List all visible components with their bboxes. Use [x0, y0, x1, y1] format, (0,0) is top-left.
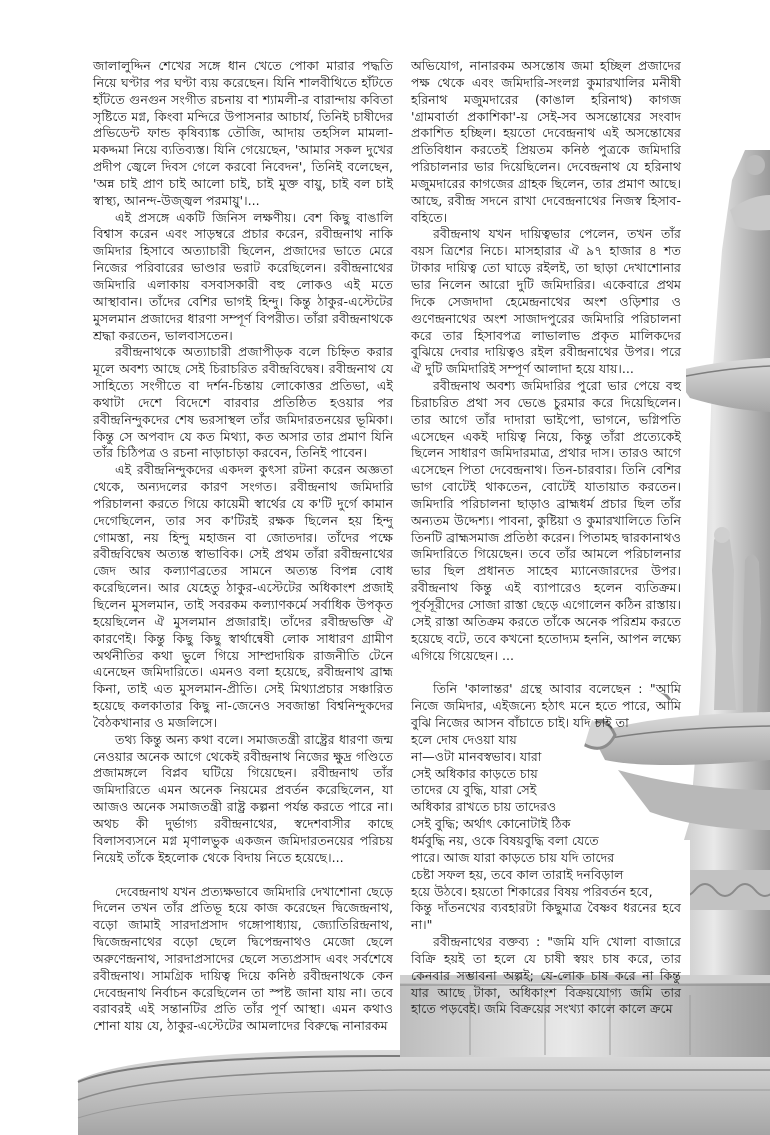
paragraph: রবীন্দ্রনাথকে অত্যাচারী প্রজাপীড়ক বলে চিহ্নিত করার মূলে অবশ্য আছে সেই চিরাচরিত রবীন্দ্রবিদ্বেষ। রবীন্দ্রনাথ যে সাহিত্যে সংগীতে বা দর্শন-চিন্তায় লোকোত্তর প্রতিভা, এই কথাটা দেশে বিদেশে বারবার প্রতিষ্ঠিত হওয়ার পর রবীন্দ্রনিন্দুকদের শেষ ভরসাস্থল তাঁর জমিদারতনয়ের ভূমিকা। কিন্তু সে অপবাদ যে কত মিথ্যা, কত অসার তার প্রমাণ যিনি তাঁর চিঠিপত্র ও রচনা নাড়াচাড়া করবেন, তিনিই পাবেন। [93, 344, 393, 461]
quote-line: অধিকার রাখতে চায় তাদেরও [411, 799, 557, 815]
paragraph: রবীন্দ্রনাথ অবশ্য জমিদারির পুরো ভার পেয়ে বহু চিরাচরিত প্রথা সব ভেঙে চুরমার করে দিয়েছিলেন। তার আগে তাঁর দাদারা ভাইপো, ভাগনে, ভগ্নিপতি এসেছেন একই দায়িত্ব নিয়ে, কিন্তু তাঁরা প্রত্যেকেই ছিলেন সাধারণ জমিদারমাত্র, প্রথার দাস। তারও আগে এসেছেন পিতা দেবেন্দ্রনাথ। তিন-চারবার। তিনি বেশির ভাগ বোটেই থাকতেন, বোটেই যাতায়াত করতেন। জমিদারি পরিচালনা ছাড়াও ব্রাহ্মধর্ম প্রচার ছিল তাঁর অন্যতম উদ্দেশ্য। পাবনা, কুষ্টিয়া ও কুমারখালিতে তিনি তিনটি ব্রাহ্মসমাজ প্রতিষ্ঠা করেন। পিতামহ দ্বারকানাথও জমিদারিতে গিয়েছেন। তবে তাঁর আমলে পরিচালনার ভার ছিল প্রধানত সাহেব ম্যানেজারদের উপর। রবীন্দ্রনাথ কিন্তু এই ব্যাপারেও হলেন ব্যতিক্রম। পূর্বসূরীদের সোজা রাস্তা ছেড়ে এগোলেন কঠিন রাস্তায়। সেই রাস্তা অতিক্রম করতে তাঁকে অনেক পরিশ্রম করতে হয়েছে বটে, তবে কখনো হতোদ্যম হননি, আপন লক্ষ্যে এগিয়ে গিয়েছেন। ... [411, 378, 681, 663]
quote-line: সেই বুদ্ধি; অর্থাৎ কোনোটাই ঠিক [411, 816, 571, 832]
paragraph: অভিযোগ, নানারকম অসন্তোষ জমা হচ্ছিল প্রজাদের পক্ষ থেকে এবং জমিদারি-সংলগ্ন কুমারখালির মনীষী হরিনাথ মজুমদারের (কাঙাল হরিনাথ) কাগজ 'গ্রামবার্তা প্রকাশিকা'-য় সেই-সব অসন্তোষের সংবাদ প্রকাশিত হচ্ছিল। হয়তো দেবেন্দ্রনাথ এই অসন্তোষের প্রতিবিধান করতেই প্রিয়তম কনিষ্ঠ পুত্রকে জমিদারি পরিচালনার ভার দিয়েছিলেন। দেবেন্দ্রনাথ যে হরিনাথ মজুমদারের কাগজের গ্রাহক ছিলেন, তার প্রমাণ আছে। আছে, রবীন্দ্র সদনে রাখা দেবেন্দ্রনাথের নিজস্ব হিসাব-বহিতে। [411, 58, 681, 225]
left-column [93, 58, 393, 1035]
section-spacer [93, 867, 393, 884]
quote-intro: তিনি 'কালান্তর' গ্রন্থে আবার বলেছেন : "আমি নিজে জমিদার, এইজন্যে হঠাৎ মনে হতে পারে, আমি বুঝি নিজের আসন বাঁচাতে চাই। যদি চাই তা [411, 681, 681, 731]
quote-line: না—ওটা মানবস্বভাব। যারা [411, 748, 542, 764]
paragraph: রবীন্দ্রনাথ যখন দায়িত্বভার পেলেন, তখন তাঁর বয়স ত্রিশের নিচে। মাসহারার ঐ ৯৭ হাজার ৪ শত টাকার দায়িত্ব তো ঘাড়ে রইলই, তা ছাড়া দেখাশোনার ভার নিলেন আরো দুটি জমিদারির। একেবারে প্রথম দিকে সেজদাদা হেমেন্দ্রনাথের অংশ ওড়িশার ও গুণেন্দ্রনাথের অংশ সাজাদপুরের জমিদারি পরিচালনা করে তার হিসাবপত্র লাভালাভ প্রকৃত মালিকদের বুঝিয়ে দেবার দায়িত্বও রইল রবীন্দ্রনাথের উপর। পরে ঐ দুটি জমিদারিই সম্পূর্ণ আলাদা হয়ে যায়।... [411, 226, 681, 377]
paragraph: এই প্রসঙ্গে একটি জিনিস লক্ষণীয়। বেশ কিছু বাঙালি বিশ্বাস করেন এবং সাড়ম্বরে প্রচার করেন, রবীন্দ্রনাথ নাকি জমিদার হিসাবে অত্যাচারী ছিলেন, প্রজাদের ভাতে মেরে নিজের পরিবারের ভাণ্ডার ভরাট করেছিলেন। রবীন্দ্রনাথের জমিদারি এলাকায় বসবাসকারী বহু লোকও এই মতে আস্থাবান। তাঁদের বেশির ভাগই হিন্দু। কিন্তু ঠাকুর-এস্টেটের মুসলমান প্রজাদের ধারণা সম্পূর্ণ বিপরীত। তাঁরা রবীন্দ্রনাথকে শ্রদ্ধা করতেন, ভালবাসতেন। [93, 209, 393, 343]
quote-line: চেষ্টা সফল হয়, তবে কাল তারাই দনবিড়াল [411, 866, 624, 882]
paragraph: এই রবীন্দ্রনিন্দুকদের একদল কুৎসা রটনা করেন অজ্ঞতা থেকে, অন্যদলের কারণ সংগত। রবীন্দ্রনাথ জমিদারি পরিচালনা করতে গিয়ে কায়েমী স্বার্থের যে ক'টি দুর্গে কামান দেগেছিলেন, তার সব ক'টিরই রক্ষক ছিলেন হয় হিন্দু গোমস্তা, নয় হিন্দু মহাজন বা জোতদার। তাঁদের পক্ষে রবীন্দ্রবিদ্বেষ অত্যন্ত স্বাভাবিক। সেই প্রথম তাঁরা রবীন্দ্রনাথের জেদ আর কল্যাণব্রতের সামনে অত্যন্ত বিপন্ন বোধ করেছিলেন। আর যেহেতু ঠাকুর-এস্টেটের অধিকাংশ প্রজাই ছিলেন মুসলমান, তাই সবরকম কল্যাণকর্মে সর্বাধিক উপকৃত হয়েছিলেন ঐ মুসলমান প্রজারাই। তাঁদের রবীন্দ্রভক্তি ঐ কারণেই। কিন্তু কিছু কিছু স্বার্থান্বেষী লোক সাধারণ গ্রামীণ অর্থনীতির কথা ভুলে গিয়ে সাম্প্রদায়িক রাজনীতি টেনে এনেছেন জমিদারিতে। এমনও বলা হয়েছে, রবীন্দ্রনাথ ব্রাহ্ম কিনা, তাই এত মুসলমান-প্রীতি। সেই মিথ্যাপ্রচার সঞ্চারিত হয়েছে কলকাতার কিছু না-জেনেও সবজান্তা বিশ্বনিন্দুকদের বৈঠকখানার ও মজলিসে। [93, 462, 393, 730]
paragraph: জালালুদ্দিন শেখের সঙ্গে ধান খেতে পোকা মারার পদ্ধতি নিয়ে ঘণ্টার পর ঘণ্টা ব্যয় করেছেন। যিনি শালবীথিতে হাঁটতে হাঁটতে গুনগুন সংগীত রচনায় বা শ্যামলী-র বারান্দায় কবিতা সৃষ্টিতে মগ্ন, কিংবা মন্দিরে উপাসনার আচার্য, তিনিই চাষীদের প্রভিডেন্ট ফান্ড কৃষিব্যাঙ্ক তৌজি, আদায় তহসিল মামলা-মকদ্দমা নিয়ে ব্যতিব্যস্ত। যিনি গেয়েছেন, 'আমার সকল দুখের প্রদীপ জ্বেলে দিবস গেলে করবো নিবেদন', তিনিই বলেছেন, 'অন্ন চাই প্রাণ চাই আলো চাই, চাই মুক্ত বায়ু, চাই বল চাই স্বাস্থ্য, আনন্দ-উজ্জ্বল পরমায়ু'।... [93, 58, 393, 208]
right-column [411, 58, 681, 1018]
quote-line: সেই অধিকার কাড়তে চায় [411, 765, 538, 781]
quote-block [411, 732, 681, 934]
section-spacer [411, 664, 681, 681]
quote-line: হলে দোষ দেওয়া যায় [411, 731, 517, 747]
quote-line: পারে। আজ যারা কাড়তে চায় যদি তাদের [411, 849, 615, 865]
paragraph: তথ্য কিন্তু অন্য কথা বলে। সমাজতন্ত্রী রাষ্ট্রের ধারণা জন্ম নেওয়ার অনেক আগে থেকেই রবীন্দ্রনাথ নিজের ক্ষুদ্র গণ্ডিতে প্রজামঙ্গলে বিপ্লব ঘটিয়ে গিয়েছেন। রবীন্দ্রনাথ তাঁর জমিদারিতে এমন অনেক নিয়মের প্রবর্তন করেছিলেন, যা আজও অনেক সমাজতন্ত্রী রাষ্ট্র কল্পনা পর্যন্ত করতে পারে না। অথচ কী দুর্ভাগ্য রবীন্দ্রনাথের, স্বদেশবাসীর কাছে বিলাসব্যসনে মগ্ন মৃণালভুক একজন জমিদারতনয়ের পরিচয় নিয়েই তাঁকে ইহলোক থেকে বিদায় নিতে হয়েছে।... [93, 731, 393, 865]
quote-line: তাদের যে বুদ্ধি, যারা সেই [411, 782, 537, 798]
quote-line: ধর্মবুদ্ধি নয়, ওকে বিষয়বুদ্ধি বলা যেতে [411, 832, 599, 848]
quote-line: কিন্তু দাঁতনখের ব্যবহারটা কিছুমাত্র বৈষ্ণব ধরনের হবে না।" [411, 900, 681, 933]
quote-line: হয়ে উঠবে। হয়তো শিকারের বিষয় পরিবর্তন হবে, [411, 883, 653, 899]
paragraph: রবীন্দ্রনাথের বক্তব্য : "জমি যদি খোলা বাজারে বিক্রি হয়ই তা হলে যে চাষী স্বয়ং চাষ করে, তার কেনবার সম্ভাবনা অল্পই; যে-লোক চাষ করে না কিন্তু যার আছে টাকা, অধিকাংশ বিক্রয়যোগ্য জমি তার হাতে পড়বেই। জমি বিক্রয়ের সংখ্যা কালে কালে ক্রমে [411, 934, 681, 1017]
paragraph: দেবেন্দ্রনাথ যখন প্রত্যক্ষভাবে জমিদারি দেখাশোনা ছেড়ে দিলেন তখন তাঁর প্রতিভূ হয়ে কাজ করেছেন দ্বিজেন্দ্রনাথ, বড়ো জামাই সারদাপ্রসাদ গঙ্গোপাধ্যায়, জ্যোতিরিন্দ্রনাথ, দ্বিজেন্দ্রনাথের বড়ো ছেলে দ্বিপেন্দ্রনাথও মেজো ছেলে অরুণেন্দ্রনাথ, সারদাপ্রসাদের ছেলে সত্যপ্রসাদ এবং সর্বশেষে রবীন্দ্রনাথ। সামগ্রিক দায়িত্ব দিয়ে কনিষ্ঠ রবীন্দ্রনাথকে কেন দেবেন্দ্রনাথ নির্বাচন করেছিলেন তা স্পষ্ট জানা যায় না। তবে বরাবরই এই সন্তানটির প্রতি তাঁর পূর্ণ আস্থা। এমন কথাও শোনা যায় যে, ঠাকুর-এস্টেটের আমলাদের বিরুদ্ধে নানারকম [93, 883, 393, 1034]
